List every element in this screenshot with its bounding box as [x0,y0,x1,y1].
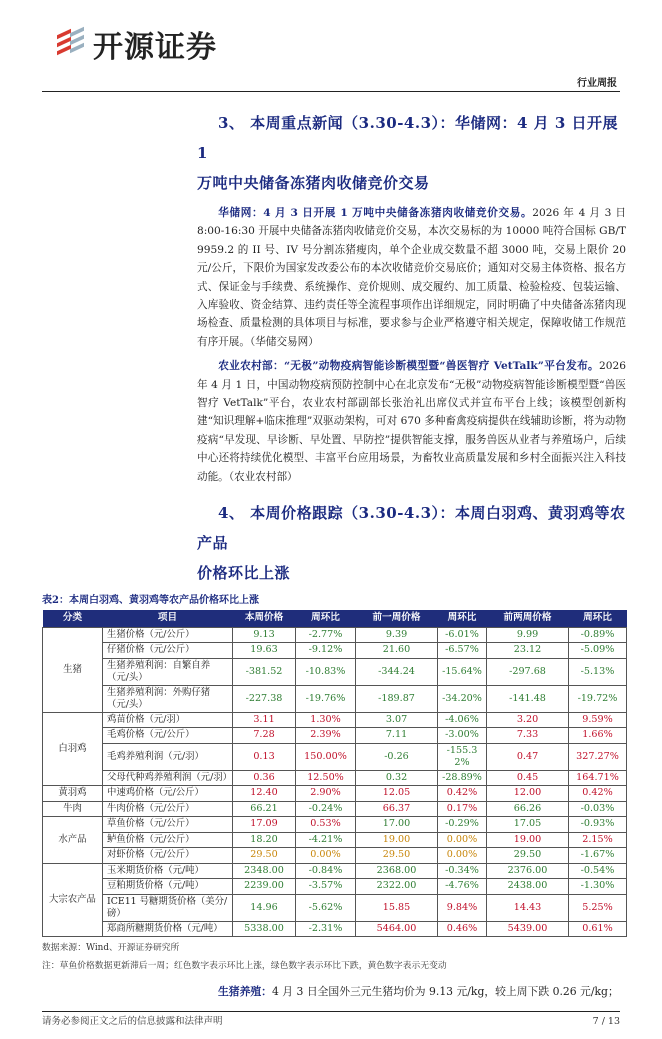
price-cell: 3.20 [487,712,569,728]
price-cell: 0.13 [233,743,296,770]
table-row [43,770,627,786]
price-cell: 7.11 [356,728,438,744]
summary-title: 生猪养殖： [218,985,272,999]
column-header: 前两周价格 [487,610,569,627]
change-cell: -3.00% [438,728,487,744]
price-cell: 2376.00 [487,863,569,879]
change-cell: 0.42% [569,786,627,802]
change-cell: -155.32% [438,743,487,770]
change-cell: 2.39% [296,728,356,744]
table-caption: 表2：本周白羽鸡、黄羽鸡等农产品价格环比上涨 [42,595,259,607]
column-header: 本周价格 [233,610,296,627]
item-cell: 豆粕期货价格（元/吨） [103,879,233,895]
price-cell: -0.26 [356,743,438,770]
price-cell: 19.00 [487,832,569,848]
column-header: 项目 [103,610,233,627]
change-cell: -6.57% [438,643,487,659]
section-3-heading-line2: 万吨中央储备冻猪肉收储竞价交易 [197,174,430,192]
change-cell: 0.17% [438,801,487,817]
price-cell: 5439.00 [487,921,569,937]
price-cell: 19.63 [233,643,296,659]
category-cell: 生猪 [43,627,103,712]
page-footer [42,1011,620,1039]
column-header: 周环比 [296,610,356,627]
change-cell: 1.66% [569,728,627,744]
price-cell: 14.43 [487,894,569,921]
change-cell: 0.46% [438,921,487,937]
change-cell: -0.93% [569,817,627,833]
table-row [43,801,627,817]
column-header: 前一周价格 [356,610,438,627]
price-cell: 5338.00 [233,921,296,937]
news-title: 华储网：4 月 3 日开展 1 万吨中央储备冻猪肉收储竞价交易。 [218,207,533,219]
page-number: 7 / 13 [592,1016,620,1028]
price-cell: 17.09 [233,817,296,833]
company-logo [55,22,217,66]
change-cell: 0.00% [296,848,356,864]
price-cell: 19.00 [356,832,438,848]
logo-text: 开源证券 [93,30,217,65]
change-cell: 0.00% [438,848,487,864]
summary [197,983,626,1001]
change-cell: -34.20% [438,685,487,712]
change-cell: 0.00% [438,832,487,848]
change-cell: 327.27% [569,743,627,770]
price-cell: -297.68 [487,658,569,685]
change-cell: -0.24% [296,801,356,817]
price-cell: 21.60 [356,643,438,659]
change-cell: 150.00% [296,743,356,770]
item-cell: 生猪养殖利润：自繁自养（元/头） [103,658,233,685]
change-cell: -6.01% [438,627,487,643]
price-table [42,610,627,937]
price-cell: 0.45 [487,770,569,786]
price-cell: 0.36 [233,770,296,786]
price-cell: 18.20 [233,832,296,848]
change-cell: -9.12% [296,643,356,659]
category-cell: 牛肉 [43,801,103,817]
change-cell: -0.29% [438,817,487,833]
change-cell: -0.89% [569,627,627,643]
item-cell: 鸡苗价格（元/羽） [103,712,233,728]
change-cell: -19.76% [296,685,356,712]
item-cell: 生猪价格（元/公斤） [103,627,233,643]
price-cell: 2322.00 [356,879,438,895]
change-cell: -5.09% [569,643,627,659]
news-body: 2026 年 4 月 1 日，中国动物疫病预防控制中心在北京发布“无极”动物疫病智能诊断模型暨“兽医智疗 VetTalk”平台，农业农村部副部长张治礼出席仪式并宣布平台上线；该模型创新构建“知识理解+临床推理”双驱动架构，可对 670 多种畜禽疫病提供在线辅助诊断，将为动物疫病“早发现、早诊断、早处置、早防控”提供智能支撑，服务兽医从业者与养殖场户，后续中心还将持续优化模型、丰富平台应用场景，为畜牧业高质量发展和乡村全面振兴注入科技动能。（农业农村部） [197,360,626,483]
price-cell: -344.24 [356,658,438,685]
change-cell: -1.67% [569,848,627,864]
change-cell: -4.76% [438,879,487,895]
change-cell: -4.21% [296,832,356,848]
price-cell: 23.12 [487,643,569,659]
price-cell: 29.50 [487,848,569,864]
table-row [43,848,627,864]
column-header: 周环比 [438,610,487,627]
change-cell: -0.34% [438,863,487,879]
price-cell: 29.50 [233,848,296,864]
change-cell: 5.25% [569,894,627,921]
change-cell: -15.64% [438,658,487,685]
table-row [43,832,627,848]
table-header-row [43,610,627,627]
change-cell: -5.62% [296,894,356,921]
header-divider [42,91,620,92]
section-4-heading-line2: 价格环比上涨 [197,564,291,583]
item-cell: 毛鸡养殖利润（元/羽） [103,743,233,770]
table-note: 注：草鱼价格数据更新滞后一周；红色数字表示环比上涨，绿色数字表示环比下跌，黄色数字表示无变动 [42,961,447,972]
price-cell: 66.21 [233,801,296,817]
change-cell: 9.84% [438,894,487,921]
section-3-heading-line1: 3、 本周重点新闻（3.30-4.3）：华储网：4 月 3 日开展 1 [197,114,619,162]
price-cell: 2368.00 [356,863,438,879]
news-item [197,357,626,486]
news-item [197,204,626,351]
price-cell: 29.50 [356,848,438,864]
table-row [43,786,627,802]
price-cell: 0.47 [487,743,569,770]
price-cell: 15.85 [356,894,438,921]
item-cell: 仔猪价格（元/公斤） [103,643,233,659]
category-cell: 大宗农产品 [43,863,103,937]
change-cell: 2.15% [569,832,627,848]
item-cell: 父母代种鸡养殖利润（元/羽） [103,770,233,786]
change-cell: 164.71% [569,770,627,786]
section-4-heading-line1: 4、 本周价格跟踪（3.30-4.3）：本周白羽鸡、黄羽鸡等农产品 [197,504,626,553]
summary-body: 4 月 3 日全国外三元生猪均价为 9.13 元/kg，较上周下跌 0.26 元/kg； [271,985,619,999]
price-cell: 17.05 [487,817,569,833]
change-cell: -2.31% [296,921,356,937]
price-cell: 66.37 [356,801,438,817]
price-cell: -141.48 [487,685,569,712]
change-cell: -10.83% [296,658,356,685]
change-cell: -19.72% [569,685,627,712]
column-header: 周环比 [569,610,627,627]
data-source: 数据来源：Wind、开源证券研究所 [42,943,180,954]
change-cell: 0.53% [296,817,356,833]
table-row [43,712,627,728]
price-cell: 2438.00 [487,879,569,895]
price-cell: -189.87 [356,685,438,712]
table-row [43,863,627,879]
page-header [0,0,662,96]
item-cell: 鲈鱼价格（元/公斤） [103,832,233,848]
price-cell: 17.00 [356,817,438,833]
change-cell: 2.90% [296,786,356,802]
price-cell: 66.26 [487,801,569,817]
price-cell: 7.33 [487,728,569,744]
table-row [43,728,627,744]
category-cell: 黄羽鸡 [43,786,103,802]
table-row [43,658,627,685]
price-cell: 3.11 [233,712,296,728]
price-cell: 7.28 [233,728,296,744]
change-cell: 0.42% [438,786,487,802]
change-cell: -3.57% [296,879,356,895]
price-cell: 9.39 [356,627,438,643]
main-content [42,108,626,1001]
price-cell: 0.32 [356,770,438,786]
item-cell: 郑商所糖期货价格（元/吨） [103,921,233,937]
price-cell: 12.40 [233,786,296,802]
item-cell: 玉米期货价格（元/吨） [103,863,233,879]
table-row [43,643,627,659]
item-cell: 生猪养殖利润：外购仔猪（元/头） [103,685,233,712]
table-row [43,894,627,921]
change-cell: -1.30% [569,879,627,895]
section-4-heading [197,498,626,588]
price-cell: 12.05 [356,786,438,802]
category-cell: 水产品 [43,817,103,864]
price-cell: 5464.00 [356,921,438,937]
section-3-heading [197,108,626,198]
price-cell: 14.96 [233,894,296,921]
news-body: 2026 年 4 月 3 日 8:00-16:30 开展中央储备冻猪肉收储竞价交易，本次交易标的为 10000 吨符合国标 GB/T 9959.2 的 II 号、IV 号分割冻猪瘦肉，单个企业成交数量不超 3000 吨，交易上限价 20 元/公斤，下限价为国家发改委公布的本次收储竞价交易底价；通知对交易主体资格、报名方式、保证金与手续费、系统操作、竞价规则、成交履约、加工质量、检验检疫、包装运输、入库验收、资金结算、违约责任等全流程事项作出详细规定，同时明确了中央储备冻猪肉现场检查、质量检测的具体项目与标准，要求参与企业严格遵守相关规定，保障收储工作规范有序开展。（华储交易网） [197,207,626,348]
news-title: 农业农村部：“无极”动物疫病智能诊断模型暨“兽医智疗 VetTalk”平台发布。 [218,360,600,373]
price-cell: -381.52 [233,658,296,685]
table-row [43,685,627,712]
price-cell: 12.00 [487,786,569,802]
change-cell: 12.50% [296,770,356,786]
price-cell: -227.38 [233,685,296,712]
logo-mark-icon [55,26,85,62]
item-cell: 毛鸡价格（元/公斤） [103,728,233,744]
report-type: 行业周报 [577,78,617,89]
item-cell: ICE11 号糖期货价格（美分/磅） [103,894,233,921]
price-cell: 9.99 [487,627,569,643]
item-cell: 中速鸡价格（元/公斤） [103,786,233,802]
change-cell: -0.84% [296,863,356,879]
change-cell: -2.77% [296,627,356,643]
table-row [43,879,627,895]
change-cell: -28.89% [438,770,487,786]
table-row [43,921,627,937]
disclaimer: 请务必参阅正文之后的信息披露和法律声明 [42,1016,223,1028]
change-cell: -0.54% [569,863,627,879]
column-header: 分类 [43,610,103,627]
item-cell: 牛肉价格（元/公斤） [103,801,233,817]
category-cell: 白羽鸡 [43,712,103,786]
price-cell: 2239.00 [233,879,296,895]
price-cell: 2348.00 [233,863,296,879]
table-row [43,627,627,643]
table-row [43,743,627,770]
price-cell: 3.07 [356,712,438,728]
table-row [43,817,627,833]
change-cell: 9.59% [569,712,627,728]
item-cell: 对虾价格（元/公斤） [103,848,233,864]
change-cell: 0.61% [569,921,627,937]
change-cell: -5.13% [569,658,627,685]
change-cell: 1.30% [296,712,356,728]
change-cell: -4.06% [438,712,487,728]
item-cell: 草鱼价格（元/公斤） [103,817,233,833]
price-cell: 9.13 [233,627,296,643]
change-cell: -0.03% [569,801,627,817]
